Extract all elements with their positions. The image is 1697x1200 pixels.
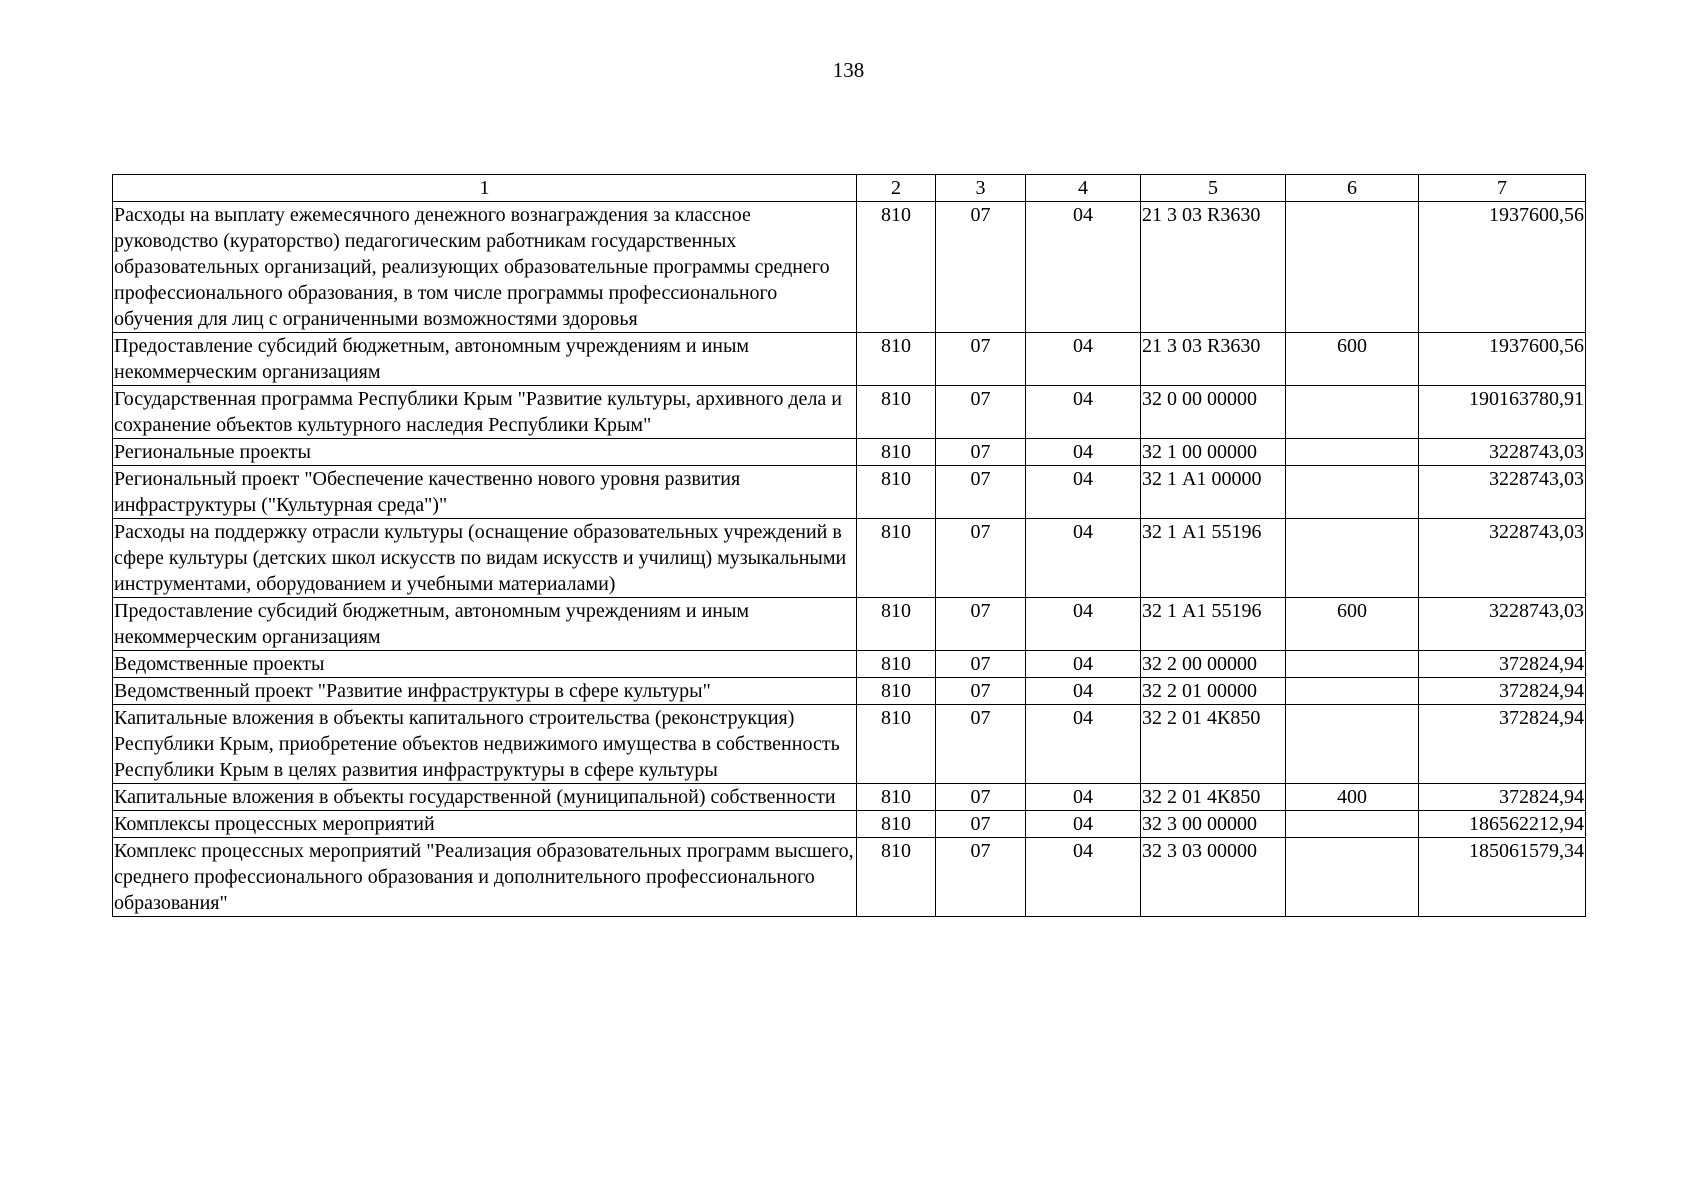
table-row — [113, 784, 1586, 811]
cell-grbs: 810 — [857, 519, 936, 598]
cell-target-code: 21 3 03 R3630 — [1141, 202, 1286, 333]
cell-expense-type: 400 — [1286, 784, 1419, 811]
cell-target-code: 32 2 01 4К850 — [1141, 705, 1286, 784]
cell-amount: 190163780,91 — [1419, 386, 1586, 439]
cell-expense-type — [1286, 386, 1419, 439]
table-row — [113, 598, 1586, 651]
table-row — [113, 678, 1586, 705]
cell-grbs: 810 — [857, 678, 936, 705]
cell-amount: 3228743,03 — [1419, 439, 1586, 466]
cell-grbs: 810 — [857, 386, 936, 439]
column-header-6: 6 — [1286, 175, 1419, 202]
column-header-7: 7 — [1419, 175, 1586, 202]
cell-target-code: 32 3 00 00000 — [1141, 811, 1286, 838]
cell-amount: 372824,94 — [1419, 705, 1586, 784]
cell-amount: 372824,94 — [1419, 651, 1586, 678]
cell-section: 07 — [936, 466, 1026, 519]
cell-target-code: 32 1 А1 55196 — [1141, 519, 1286, 598]
cell-expense-type: 600 — [1286, 598, 1419, 651]
cell-amount: 1937600,56 — [1419, 202, 1586, 333]
cell-subsection: 04 — [1026, 598, 1141, 651]
cell-target-code: 32 2 00 00000 — [1141, 651, 1286, 678]
cell-section: 07 — [936, 678, 1026, 705]
cell-expense-type — [1286, 651, 1419, 678]
cell-target-code: 32 1 А1 00000 — [1141, 466, 1286, 519]
cell-subsection: 04 — [1026, 333, 1141, 386]
cell-subsection: 04 — [1026, 651, 1141, 678]
cell-subsection: 04 — [1026, 678, 1141, 705]
cell-expense-type — [1286, 811, 1419, 838]
cell-target-code: 32 0 00 00000 — [1141, 386, 1286, 439]
budget-table — [112, 174, 1586, 917]
cell-expense-type — [1286, 678, 1419, 705]
cell-expense-type — [1286, 466, 1419, 519]
table-row — [113, 333, 1586, 386]
cell-subsection: 04 — [1026, 705, 1141, 784]
item-name: Капитальные вложения в объекты государственной (муниципальной) собственности — [113, 784, 857, 811]
cell-section: 07 — [936, 811, 1026, 838]
cell-section: 07 — [936, 386, 1026, 439]
cell-section: 07 — [936, 598, 1026, 651]
cell-amount: 3228743,03 — [1419, 466, 1586, 519]
cell-target-code: 32 3 03 00000 — [1141, 838, 1286, 917]
cell-grbs: 810 — [857, 838, 936, 917]
cell-section: 07 — [936, 784, 1026, 811]
cell-subsection: 04 — [1026, 386, 1141, 439]
cell-grbs: 810 — [857, 466, 936, 519]
cell-amount: 372824,94 — [1419, 678, 1586, 705]
cell-target-code: 32 1 00 00000 — [1141, 439, 1286, 466]
cell-section: 07 — [936, 838, 1026, 917]
cell-target-code: 32 1 А1 55196 — [1141, 598, 1286, 651]
cell-subsection: 04 — [1026, 811, 1141, 838]
cell-grbs: 810 — [857, 651, 936, 678]
table-row — [113, 811, 1586, 838]
cell-amount: 185061579,34 — [1419, 838, 1586, 917]
table-body — [113, 202, 1586, 917]
cell-target-code: 32 2 01 00000 — [1141, 678, 1286, 705]
table-row — [113, 466, 1586, 519]
cell-grbs: 810 — [857, 202, 936, 333]
item-name: Комплекс процессных мероприятий "Реализация образовательных программ высшего, среднего профессионального образования и дополнительного профессионального образования" — [113, 838, 857, 917]
cell-amount: 186562212,94 — [1419, 811, 1586, 838]
cell-target-code: 21 3 03 R3630 — [1141, 333, 1286, 386]
cell-amount: 1937600,56 — [1419, 333, 1586, 386]
cell-expense-type — [1286, 202, 1419, 333]
cell-section: 07 — [936, 202, 1026, 333]
table-row — [113, 439, 1586, 466]
cell-expense-type — [1286, 705, 1419, 784]
page-number: 138 — [832, 58, 865, 82]
table-header — [113, 175, 1586, 202]
cell-grbs: 810 — [857, 333, 936, 386]
table-row — [113, 202, 1586, 333]
cell-subsection: 04 — [1026, 838, 1141, 917]
item-name: Ведомственный проект "Развитие инфраструктуры в сфере культуры" — [113, 678, 857, 705]
cell-amount: 3228743,03 — [1419, 598, 1586, 651]
column-header-2: 2 — [857, 175, 936, 202]
table-row — [113, 519, 1586, 598]
cell-subsection: 04 — [1026, 466, 1141, 519]
item-name: Расходы на поддержку отрасли культуры (оснащение образовательных учреждений в сфере культуры (детских школ искусств по видам искусств и училищ) музыкальными инструментами, оборудованием и учебными материалами) — [113, 519, 857, 598]
table-row — [113, 651, 1586, 678]
column-header-1: 1 — [113, 175, 857, 202]
header-row — [113, 175, 1586, 202]
table-row — [113, 705, 1586, 784]
item-name: Капитальные вложения в объекты капитального строительства (реконструкция) Республики Крым, приобретение объектов недвижимого имущества в собственность Республики Крым в целях развития инфраструктуры в сфере культуры — [113, 705, 857, 784]
column-header-5: 5 — [1141, 175, 1286, 202]
column-header-4: 4 — [1026, 175, 1141, 202]
cell-subsection: 04 — [1026, 784, 1141, 811]
table-row — [113, 838, 1586, 917]
cell-section: 07 — [936, 333, 1026, 386]
cell-subsection: 04 — [1026, 439, 1141, 466]
item-name: Предоставление субсидий бюджетным, автономным учреждениям и иным некоммерческим организациям — [113, 598, 857, 651]
cell-grbs: 810 — [857, 598, 936, 651]
item-name: Региональный проект "Обеспечение качественно нового уровня развития инфраструктуры ("Культурная среда")" — [113, 466, 857, 519]
cell-grbs: 810 — [857, 811, 936, 838]
cell-section: 07 — [936, 651, 1026, 678]
cell-subsection: 04 — [1026, 519, 1141, 598]
cell-expense-type — [1286, 519, 1419, 598]
cell-section: 07 — [936, 519, 1026, 598]
cell-grbs: 810 — [857, 439, 936, 466]
cell-amount: 3228743,03 — [1419, 519, 1586, 598]
cell-expense-type — [1286, 439, 1419, 466]
item-name: Государственная программа Республики Крым "Развитие культуры, архивного дела и сохранение объектов культурного наследия Республики Крым" — [113, 386, 857, 439]
cell-expense-type — [1286, 838, 1419, 917]
cell-section: 07 — [936, 439, 1026, 466]
cell-expense-type: 600 — [1286, 333, 1419, 386]
cell-target-code: 32 2 01 4К850 — [1141, 784, 1286, 811]
item-name: Расходы на выплату ежемесячного денежного вознаграждения за классное руководство (кураторство) педагогическим работникам государственных образовательных организаций, реализующих образовательные программы среднего профессионального образования, в том числе программы профессионального обучения для лиц с ограниченными возможностями здоровья — [113, 202, 857, 333]
item-name: Комплексы процессных мероприятий — [113, 811, 857, 838]
cell-grbs: 810 — [857, 705, 936, 784]
cell-subsection: 04 — [1026, 202, 1141, 333]
table-row — [113, 386, 1586, 439]
cell-section: 07 — [936, 705, 1026, 784]
cell-grbs: 810 — [857, 784, 936, 811]
item-name: Предоставление субсидий бюджетным, автономным учреждениям и иным некоммерческим организациям — [113, 333, 857, 386]
column-header-3: 3 — [936, 175, 1026, 202]
cell-amount: 372824,94 — [1419, 784, 1586, 811]
item-name: Ведомственные проекты — [113, 651, 857, 678]
item-name: Региональные проекты — [113, 439, 857, 466]
